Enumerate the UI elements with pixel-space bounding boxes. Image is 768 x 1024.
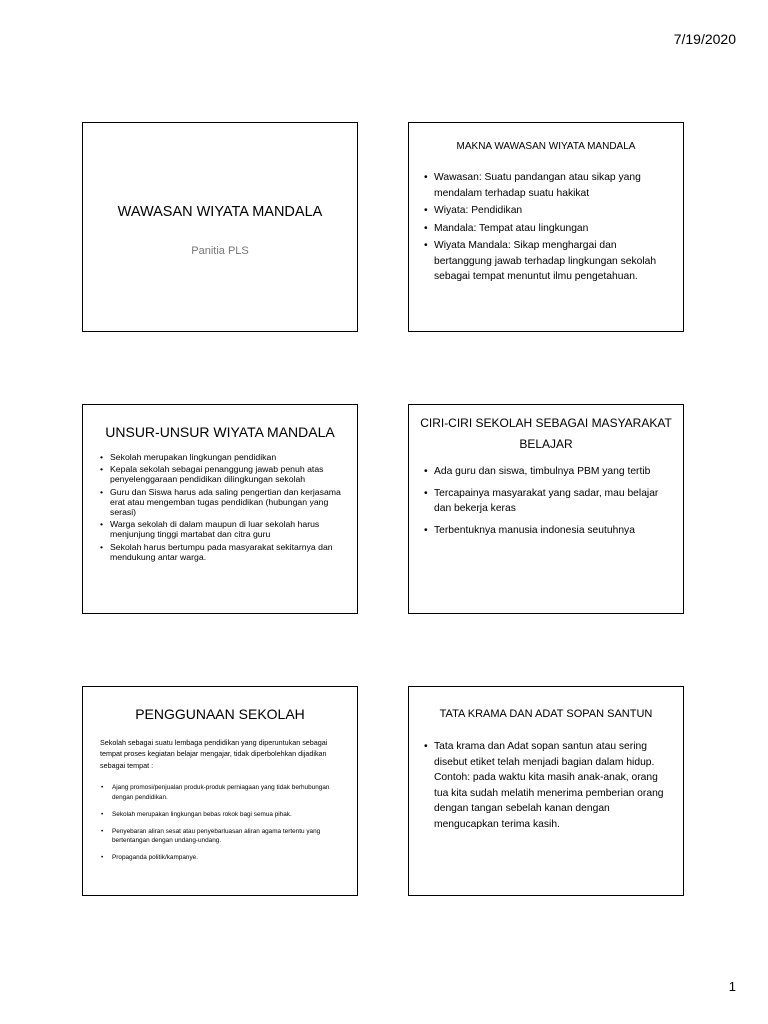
bullet-item: • Kepala sekolah sebagai penanggung jawab penuh atas penyelenggaraan pendidikan dilingkungan sekolah — [110, 464, 347, 484]
bullet-list — [83, 771, 357, 863]
bullet-item: • Penyebaran aliran sesat atau penyebarluasan aliran agama tertentu yang bertentangan dengan undang-undang. — [112, 827, 345, 847]
bullet-list — [409, 152, 683, 285]
bullet-list — [409, 455, 683, 538]
bullet-list — [83, 440, 357, 562]
bullet-item: • Guru dan Siswa harus ada saling pengertian dan kerjasama erat atau mengemban tugas pendidikan (hubungan yang serasi) — [110, 487, 347, 518]
bullet-item: • Tata krama dan Adat sopan santun atau sering disebut etiket telah menjadi bagian dalam hidup. Contoh: pada waktu kita masih anak-anak, orang tua kita sudah melatih menerima pemberian orang dengan tangan sebelah kanan dengan mengucapkan terima kasih. — [434, 739, 671, 832]
slide-heading: PENGGUNAAN SEKOLAH — [135, 706, 305, 722]
slide-heading: TATA KRAMA DAN ADAT SOPAN SANTUN — [439, 708, 653, 720]
slide-ciri — [408, 404, 684, 614]
slide-title-wawasan — [82, 122, 358, 332]
slide-unsur — [82, 404, 358, 614]
bullet-item: • Ada guru dan siswa, timbulnya PBM yang tertib — [434, 464, 671, 480]
slide-heading: CIRI-CIRI SEKOLAH SEBAGAI MASYARAKAT BELAJAR — [420, 416, 672, 451]
bullet-item: • Wiyata Mandala: Sikap menghargai dan bertanggung jawab terhadap lingkungan sekolah sebagai tempat menuntut ilmu pengetahuan. — [434, 238, 671, 285]
bullet-item: • Warga sekolah di dalam maupun di luar sekolah harus menjunjung tinggi martabat dan citra guru — [110, 519, 347, 539]
date-label: 7/19/2020 — [673, 31, 736, 47]
bullet-item: • Wawasan: Suatu pandangan atau sikap yang mendalam terhadap suatu hakikat — [434, 170, 671, 201]
slide-tata-krama — [408, 686, 684, 896]
bullet-item: • Tercapainya masyarakat yang sadar, mau belajar dan bekerja keras — [434, 486, 671, 517]
bullet-list — [409, 720, 683, 832]
slide-penggunaan — [82, 686, 358, 896]
bullet-item: • Terbentuknya manusia indonesia seutuhnya — [434, 523, 671, 539]
bullet-item: • Wiyata: Pendidikan — [434, 203, 671, 219]
slide-subtitle: Panitia PLS — [191, 245, 249, 257]
bullet-item: • Propaganda politik/kampanye. — [112, 853, 345, 863]
bullet-item: • Sekolah harus bertumpu pada masyarakat sekitarnya dan mendukung antar warga. — [110, 542, 347, 562]
bullet-item: • Sekolah merupakan lingkungan bebas rokok bagi semua pihak. — [112, 810, 345, 820]
bullet-item: • Mandala: Tempat atau lingkungan — [434, 221, 671, 237]
slide-intro-text: Sekolah sebagai suatu lembaga pendidikan yang diperuntukan sebagai tempat proses kegiatan belajar mengajar, tidak diperbolehkan dijadikan sebagai tempat : — [100, 738, 328, 770]
slide-title: WAWASAN WIYATA MANDALA — [117, 204, 323, 220]
bullet-item: • Ajang promosi/penjualan produk-produk perniagaan yang tidak berhubungan dengan pendidikan. — [112, 783, 345, 803]
bullet-item: • Sekolah merupakan lingkungan pendidikan — [110, 452, 347, 462]
slide-heading: MAKNA WAWASAN WIYATA MANDALA — [456, 141, 636, 152]
page-number: 1 — [728, 979, 736, 994]
slide-heading: UNSUR-UNSUR WIYATA MANDALA — [105, 424, 335, 440]
slide-makna — [408, 122, 684, 332]
